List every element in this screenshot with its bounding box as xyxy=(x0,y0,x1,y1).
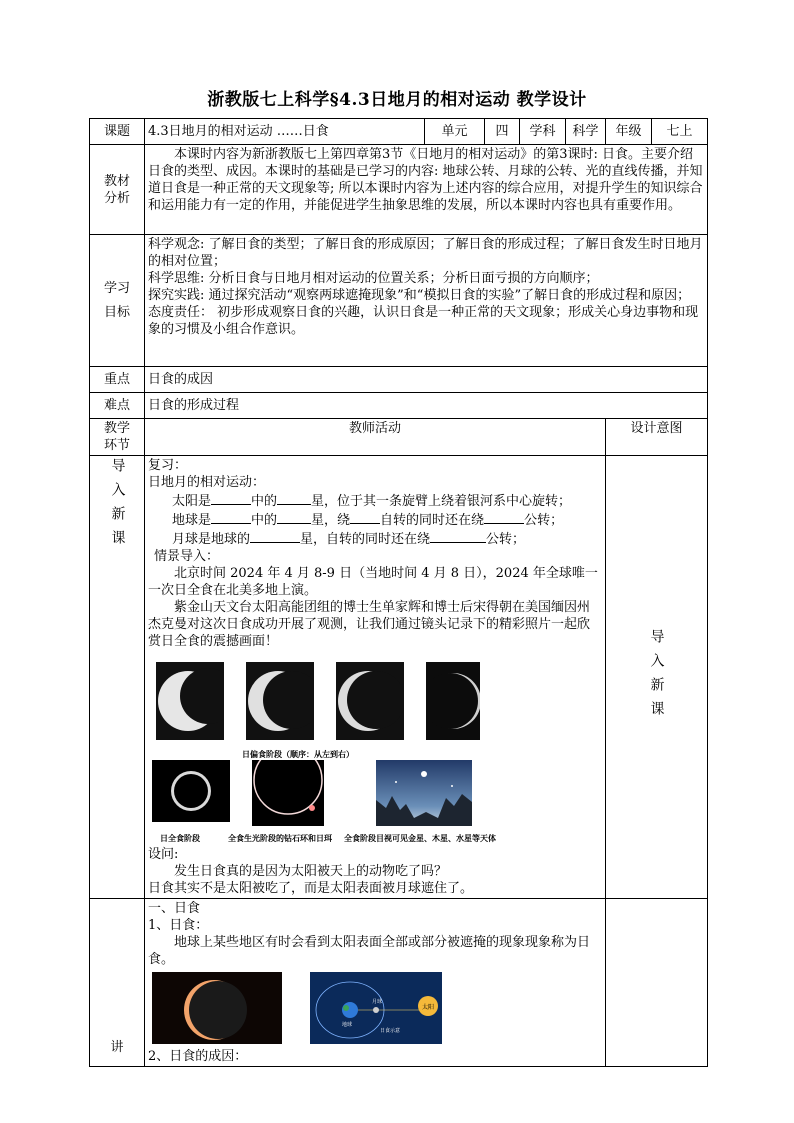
diagram-moon-label: 月球 xyxy=(372,999,383,1005)
lecture-content: 一、日食 1、日食： 地球上某些地区有时会看到太阳表面全部或部分被遮掩的现象现象称为日食。 太阳 月球 地球 日食示意 2、日食的成因： xyxy=(145,899,606,1067)
goals-list xyxy=(145,235,708,367)
total-eclipse-photo xyxy=(152,760,230,822)
goals-label: 学习目标 xyxy=(90,235,145,367)
lecture-stage: 讲 xyxy=(90,899,145,1067)
intro-stage: 导入新课 xyxy=(90,456,145,899)
lesson-label: 课题 xyxy=(90,119,145,145)
column-header-row xyxy=(90,419,708,456)
intro-content: 复习： 日地月的相对运动： 太阳是 中的 星，位于其一条旋臂上绕着银河系中心旋转； 地球是 中的 星，绕 自转的同时还在绕 公转； 月球是地球的 星，自转的同时还在绕 公转； 情景导入： 北京时间 2024 年 4 月 8-9 日（当地时间 4 月 8 日），2024 年全球唯一一次日全食在北美多地上演。 紫金山天文台太阳高能团组的博士生单家辉和博士后宋得朝在美国缅因州杰克曼对这次日食成功开展了观测，让我们通过镜头记录下的精彩照片一起欣赏日全食的震撼画面！ 日偏食阶段（顺序：从左到右） 日全食阶段 全食生光阶段的钻石环和日珥 全食阶段目视可见金星、木星、水星等天体 设问: 发生日食真的是因为太阳被天上的动物吃了吗？ 日食其实不是太阳被吃了，而是太阳表面被月球遮住了。 xyxy=(145,456,606,899)
intent-header: 设计意图 xyxy=(606,419,708,456)
difficulty-label: 难点 xyxy=(90,393,145,419)
goals-row xyxy=(90,235,708,367)
analysis-row xyxy=(90,145,708,235)
key-point-label: 重点 xyxy=(90,367,145,393)
grade-value: 七上 xyxy=(652,119,708,145)
analysis-text: 本课时内容为新浙教版七上第四章第3节《日地月的相对运动》的第3课时: 日食。主要介绍日食的类型、成因。本课时的基础是已学习的内容: 地球公转、月球的公转、光的直线传播，并知道日食是一种正常的天文现象等; 所以本课时内容为上述内容的综合应用，对提升学生的知识综合和运用能力有一定的作用，并能促进学生抽象思维的发展，所以本课时内容也具有重要作用。 xyxy=(145,145,708,235)
goal-item: 探究实践: 通过探究活动“观察两球遮掩现象”和“模拟日食的实验”了解日食的形成过程和原因； xyxy=(148,288,691,303)
teacher-header: 教师活动 xyxy=(145,419,606,456)
goal-item: 态度责任： 初步形成观察日食的兴趣，认识日食是一种正常的天文现象；形成关心身边事物和现象的习惯及小组合作意识。 xyxy=(148,305,699,337)
goal-item: 科学观念: 了解日食的类型；了解日食的形成原因；了解日食的形成过程；了解日食发生时日地月的相对位置； xyxy=(148,237,703,269)
partial-eclipse-photo-3 xyxy=(336,662,404,740)
eclipse-sky-photo xyxy=(376,760,472,826)
caption-partial: 日偏食阶段（顺序：从左到右） xyxy=(242,749,354,759)
analysis-label: 教材分析 xyxy=(90,145,145,235)
difficulty-row xyxy=(90,393,708,419)
subject-label: 学科 xyxy=(520,119,566,145)
diagram-sun-label: 太阳 xyxy=(422,1004,435,1011)
key-point-text: 日食的成因 xyxy=(145,367,708,393)
lecture-intent xyxy=(606,899,708,1067)
difficulty-text: 日食的形成过程 xyxy=(145,393,708,419)
diagram-earth-label: 地球 xyxy=(342,1022,353,1028)
diagram-orbit-label: 日食示意 xyxy=(380,1028,401,1034)
header-row xyxy=(90,119,708,145)
unit-value: 四 xyxy=(485,119,520,145)
caption-sky: 全食阶段目视可见金星、木星、水星等天体 xyxy=(344,833,496,843)
key-point-row xyxy=(90,367,708,393)
grade-label: 年级 xyxy=(606,119,652,145)
intro-intent: 导入新课 xyxy=(606,456,708,899)
document-title: 浙教版七上科学§4.3日地月的相对运动 教学设计 xyxy=(207,90,587,110)
stage-header: 教学环节 xyxy=(90,419,145,456)
partial-eclipse-photo-4 xyxy=(426,662,480,740)
subject-value: 科学 xyxy=(566,119,606,145)
intro-row xyxy=(90,456,708,899)
eclipse-photo-group xyxy=(148,650,602,870)
review-line-moon: 月球是地球的 星，自转的同时还在绕 公转； xyxy=(148,529,602,548)
lecture-row xyxy=(90,899,708,1067)
eclipse-diagram xyxy=(310,972,442,1044)
caption-total: 日全食阶段 xyxy=(160,833,200,843)
partial-eclipse-photo-1 xyxy=(156,662,224,740)
caption-ring: 全食生光阶段的钻石环和日珥 xyxy=(228,833,332,843)
goal-item: 科学思维: 分析日食与日地月相对运动的位置关系；分析日面亏损的方向顺序； xyxy=(148,271,599,286)
review-line-sun: 太阳是 中的 星，位于其一条旋臂上绕着银河系中心旋转； xyxy=(148,491,602,510)
partial-eclipse-photo-2 xyxy=(246,662,314,740)
lesson-plan-table xyxy=(89,118,708,1067)
eclipse-corona-photo xyxy=(152,972,282,1044)
eclipse-figure-group xyxy=(148,972,602,1048)
review-line-earth: 地球是 中的 星，绕 自转的同时还在绕 公转； xyxy=(148,510,602,529)
unit-label: 单元 xyxy=(425,119,485,145)
lesson-value: 4.3日地月的相对运动 ……日食 xyxy=(145,119,425,145)
diamond-ring-photo xyxy=(252,760,324,826)
